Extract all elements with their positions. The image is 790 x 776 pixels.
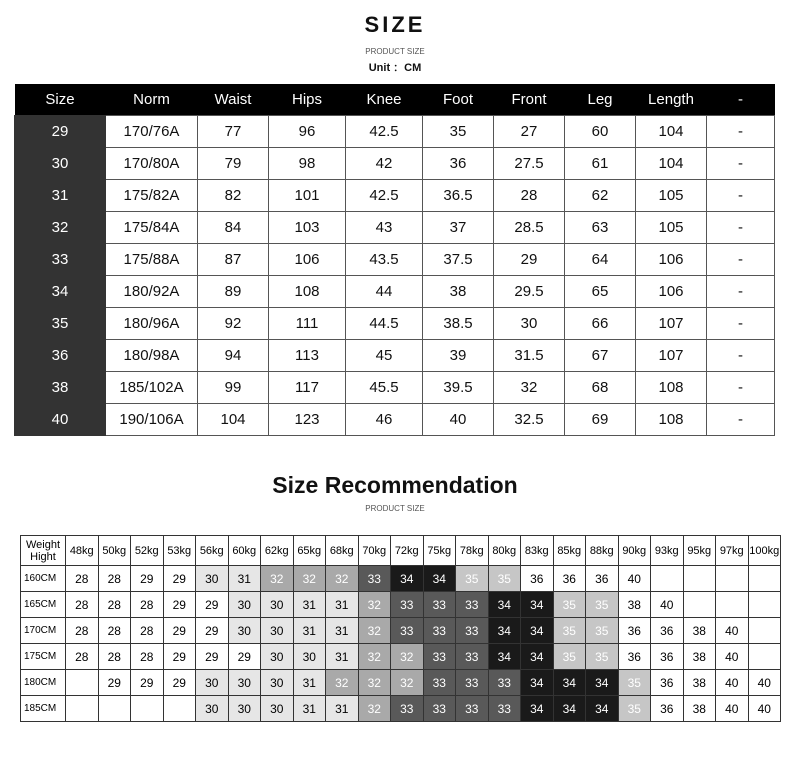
recommended-size-cell: 32 [358,618,391,644]
recommended-size-cell: 35 [618,696,651,722]
size-header-cell: Length [636,84,707,116]
recommended-size-cell: 33 [423,696,456,722]
recommended-size-cell: 34 [488,644,521,670]
recommended-size-cell: 28 [131,618,164,644]
recommended-size-cell [716,566,749,592]
recommended-size-cell: 30 [261,644,294,670]
weight-header-cell: 85kg [553,536,586,566]
size-value-cell: 180/96A [106,308,198,340]
recommended-size-cell: 32 [391,670,424,696]
size-value-cell: 175/88A [106,244,198,276]
recommended-size-cell: 28 [131,644,164,670]
recommended-size-cell: 33 [391,618,424,644]
weight-header-cell: 100kg [748,536,781,566]
recommended-size-cell: 36 [553,566,586,592]
height-label-cell: 170CM [21,618,66,644]
size-value-cell: 36.5 [423,180,494,212]
size-value-cell: 84 [198,212,269,244]
recommended-size-cell: 40 [716,696,749,722]
size-value-cell: 44 [346,276,423,308]
size-value-cell: 42 [346,148,423,180]
size-value-cell: 170/80A [106,148,198,180]
recommended-size-cell: 36 [651,696,684,722]
recommended-size-cell: 32 [326,670,359,696]
weight-header-cell: 80kg [488,536,521,566]
size-value-cell: 123 [269,404,346,436]
size-value-cell: 77 [198,116,269,148]
weight-header-cell: 88kg [586,536,619,566]
height-label-cell: 185CM [21,696,66,722]
size-table-row [15,340,775,372]
weight-header-cell: 53kg [163,536,196,566]
recommended-size-cell: 28 [66,644,99,670]
recommended-size-cell: 33 [423,592,456,618]
size-value-cell: 111 [269,308,346,340]
size-table-row [15,308,775,340]
recommended-size-cell: 28 [66,618,99,644]
recommended-size-cell: 29 [98,670,131,696]
size-value-cell: 87 [198,244,269,276]
size-value-cell: 29.5 [494,276,565,308]
recommended-size-cell: 30 [261,592,294,618]
recommended-size-cell: 29 [228,644,261,670]
size-value-cell: 106 [636,244,707,276]
recommended-size-cell [98,696,131,722]
height-label-cell: 165CM [21,592,66,618]
size-value-cell: 170/76A [106,116,198,148]
recommended-size-cell: 34 [553,696,586,722]
recommended-size-cell: 29 [163,566,196,592]
recommended-size-cell: 29 [131,566,164,592]
recommended-size-cell: 32 [391,644,424,670]
recommended-size-cell: 34 [521,644,554,670]
size-value-cell: 103 [269,212,346,244]
size-table-header [15,84,775,116]
recommendation-table-header [21,536,781,566]
recommended-size-cell: 34 [586,696,619,722]
size-header-cell: Size [15,84,106,116]
recommended-size-cell: 30 [228,696,261,722]
recommended-size-cell: 33 [423,644,456,670]
size-value-cell: 62 [565,180,636,212]
height-label-cell: 180CM [21,670,66,696]
weight-header-cell: 95kg [683,536,716,566]
recommended-size-cell: 32 [326,566,359,592]
size-recommendation-table [20,535,781,722]
weight-header-cell: 83kg [521,536,554,566]
size-value-cell: 60 [565,116,636,148]
size-table-row [15,404,775,436]
recommended-size-cell: 35 [586,644,619,670]
recommended-size-cell: 30 [196,670,229,696]
recommended-size-cell: 38 [683,696,716,722]
size-title: SIZE [364,12,426,37]
size-value-cell: 40 [423,404,494,436]
recommended-size-cell: 28 [66,566,99,592]
size-label-cell: 33 [15,244,106,276]
size-value-cell: 108 [636,372,707,404]
size-header-cell: Hips [269,84,346,116]
size-value-cell: - [707,148,775,180]
size-value-cell: 42.5 [346,116,423,148]
product-size-caption-2: PRODUCT SIZE [365,504,425,513]
recommended-size-cell: 38 [618,592,651,618]
size-value-cell: 175/84A [106,212,198,244]
recommended-size-cell: 32 [358,592,391,618]
recommended-size-cell: 33 [391,696,424,722]
recommended-size-cell [716,592,749,618]
recommended-size-cell: 35 [586,592,619,618]
size-value-cell: 46 [346,404,423,436]
size-value-cell: 64 [565,244,636,276]
size-table-row [15,372,775,404]
recommended-size-cell: 28 [98,644,131,670]
size-value-cell: 106 [636,276,707,308]
size-value-cell: 107 [636,340,707,372]
recommended-size-cell: 34 [586,670,619,696]
weight-header-cell: 78kg [456,536,489,566]
size-value-cell: 96 [269,116,346,148]
recommended-size-cell: 40 [748,670,781,696]
recommended-size-cell: 36 [521,566,554,592]
size-label-cell: 30 [15,148,106,180]
recommended-size-cell [748,592,781,618]
recommended-size-cell: 31 [326,696,359,722]
size-value-cell: 61 [565,148,636,180]
size-value-cell: - [707,372,775,404]
recommended-size-cell: 35 [456,566,489,592]
size-header-cell: Leg [565,84,636,116]
size-value-cell: 66 [565,308,636,340]
recommended-size-cell [683,566,716,592]
weight-header-cell: 62kg [261,536,294,566]
recommended-size-cell: 40 [716,644,749,670]
recommended-size-cell: 34 [391,566,424,592]
recommended-size-cell: 30 [228,618,261,644]
recommended-size-cell: 31 [326,644,359,670]
weight-header-cell: 90kg [618,536,651,566]
size-value-cell: 113 [269,340,346,372]
size-value-cell: 175/82A [106,180,198,212]
recommended-size-cell [748,644,781,670]
recommended-size-cell: 28 [98,592,131,618]
size-header-cell: Waist [198,84,269,116]
recommended-size-cell: 30 [228,670,261,696]
recommendation-row [21,566,781,592]
recommendation-row [21,644,781,670]
recommended-size-cell [66,670,99,696]
recommended-size-cell: 32 [358,670,391,696]
size-label-cell: 29 [15,116,106,148]
size-value-cell: 38 [423,276,494,308]
weight-height-corner [21,536,66,566]
recommended-size-cell: 40 [748,696,781,722]
size-value-cell: 180/98A [106,340,198,372]
recommended-size-cell [163,696,196,722]
size-value-cell: 69 [565,404,636,436]
weight-header-cell: 48kg [66,536,99,566]
size-value-cell: 27.5 [494,148,565,180]
recommended-size-cell: 33 [423,670,456,696]
recommended-size-cell: 29 [163,644,196,670]
size-value-cell: 65 [565,276,636,308]
recommended-size-cell: 33 [456,618,489,644]
recommended-size-cell: 33 [488,696,521,722]
size-value-cell: 104 [636,148,707,180]
size-value-cell: 89 [198,276,269,308]
recommended-size-cell: 38 [683,644,716,670]
recommended-size-cell: 31 [293,618,326,644]
size-value-cell: - [707,340,775,372]
size-table-row [15,148,775,180]
recommended-size-cell: 33 [423,618,456,644]
weight-header-cell: 50kg [98,536,131,566]
recommended-size-cell: 30 [261,618,294,644]
recommended-size-cell [748,618,781,644]
recommended-size-cell: 40 [716,618,749,644]
recommended-size-cell: 34 [553,670,586,696]
weight-header-cell: 93kg [651,536,684,566]
recommended-size-cell: 40 [651,592,684,618]
size-value-cell: 43 [346,212,423,244]
size-value-cell: 38.5 [423,308,494,340]
recommended-size-cell: 30 [196,566,229,592]
size-value-cell: 37 [423,212,494,244]
size-table-row [15,212,775,244]
size-value-cell: 29 [494,244,565,276]
weight-header-cell: 60kg [228,536,261,566]
size-chart-table [14,84,775,436]
recommended-size-cell: 29 [163,592,196,618]
recommended-size-cell: 29 [163,618,196,644]
recommended-size-cell: 36 [618,618,651,644]
size-value-cell: 36 [423,148,494,180]
recommended-size-cell: 35 [618,670,651,696]
height-label-cell: 175CM [21,644,66,670]
recommended-size-cell: 35 [553,644,586,670]
recommended-size-cell: 33 [358,566,391,592]
size-value-cell: 117 [269,372,346,404]
recommendation-row [21,696,781,722]
size-value-cell: 45 [346,340,423,372]
size-value-cell: - [707,116,775,148]
recommended-size-cell: 28 [98,566,131,592]
size-value-cell: 32 [494,372,565,404]
size-value-cell: 190/106A [106,404,198,436]
weight-header-cell: 97kg [716,536,749,566]
size-value-cell: 101 [269,180,346,212]
size-value-cell: - [707,244,775,276]
recommended-size-cell: 28 [98,618,131,644]
recommended-size-cell: 40 [716,670,749,696]
weight-header-cell: 75kg [423,536,456,566]
recommended-size-cell: 33 [456,592,489,618]
size-value-cell: 37.5 [423,244,494,276]
recommended-size-cell: 38 [683,670,716,696]
recommended-size-cell: 31 [293,592,326,618]
recommended-size-cell: 31 [326,618,359,644]
recommended-size-cell: 32 [358,696,391,722]
size-value-cell: 185/102A [106,372,198,404]
size-label-cell: 35 [15,308,106,340]
size-header-cell: - [707,84,775,116]
size-value-cell: - [707,404,775,436]
size-value-cell: 42.5 [346,180,423,212]
recommended-size-cell: 30 [293,644,326,670]
size-value-cell: 28 [494,180,565,212]
recommended-size-cell: 34 [521,592,554,618]
size-value-cell: 43.5 [346,244,423,276]
unit-label: Unit ：CM [368,62,422,74]
recommended-size-cell: 33 [456,670,489,696]
recommended-size-cell: 34 [521,618,554,644]
size-value-cell: 107 [636,308,707,340]
weight-header-cell: 72kg [391,536,424,566]
corner-weight-label: Weight [25,538,61,551]
size-value-cell: 67 [565,340,636,372]
recommended-size-cell: 34 [488,618,521,644]
recommended-size-cell: 31 [293,696,326,722]
size-value-cell: 79 [198,148,269,180]
recommended-size-cell: 33 [456,644,489,670]
recommended-size-cell: 30 [261,670,294,696]
recommended-size-cell: 34 [423,566,456,592]
recommended-size-cell: 30 [261,696,294,722]
recommended-size-cell: 34 [521,696,554,722]
recommended-size-cell: 31 [326,592,359,618]
recommended-size-cell [131,696,164,722]
size-header-cell: Foot [423,84,494,116]
recommended-size-cell: 35 [553,618,586,644]
size-header-cell: Front [494,84,565,116]
weight-header-cell: 52kg [131,536,164,566]
recommended-size-cell: 36 [618,644,651,670]
recommendation-row [21,670,781,696]
recommended-size-cell: 29 [163,670,196,696]
size-value-cell: 105 [636,180,707,212]
height-label-cell: 160CM [21,566,66,592]
recommended-size-cell: 36 [651,618,684,644]
size-value-cell: - [707,212,775,244]
size-value-cell: 104 [636,116,707,148]
size-value-cell: 63 [565,212,636,244]
recommended-size-cell: 29 [131,670,164,696]
recommendation-row [21,592,781,618]
recommended-size-cell: 34 [488,592,521,618]
recommended-size-cell: 36 [586,566,619,592]
size-table-row [15,244,775,276]
size-value-cell: 92 [198,308,269,340]
size-value-cell: 104 [198,404,269,436]
recommendation-row [21,618,781,644]
size-value-cell: - [707,180,775,212]
size-table-row [15,116,775,148]
size-value-cell: 31.5 [494,340,565,372]
size-value-cell: 28.5 [494,212,565,244]
size-label-cell: 32 [15,212,106,244]
recommended-size-cell: 33 [391,592,424,618]
corner-height-label: Hight [30,550,56,563]
recommended-size-cell: 35 [553,592,586,618]
recommended-size-cell: 30 [228,592,261,618]
size-value-cell: 105 [636,212,707,244]
size-value-cell: - [707,276,775,308]
recommended-size-cell: 28 [131,592,164,618]
recommended-size-cell: 29 [196,618,229,644]
recommended-size-cell: 35 [586,618,619,644]
recommended-size-cell: 31 [228,566,261,592]
size-value-cell: - [707,308,775,340]
size-table-row [15,276,775,308]
recommended-size-cell: 36 [651,670,684,696]
recommended-size-cell: 30 [196,696,229,722]
size-value-cell: 106 [269,244,346,276]
size-value-cell: 68 [565,372,636,404]
size-label-cell: 36 [15,340,106,372]
size-label-cell: 31 [15,180,106,212]
size-value-cell: 27 [494,116,565,148]
size-value-cell: 180/92A [106,276,198,308]
recommended-size-cell: 33 [488,670,521,696]
size-value-cell: 39.5 [423,372,494,404]
weight-header-cell: 65kg [293,536,326,566]
size-header-cell: Norm [106,84,198,116]
size-label-cell: 34 [15,276,106,308]
size-value-cell: 108 [269,276,346,308]
recommended-size-cell [748,566,781,592]
recommended-size-cell: 32 [261,566,294,592]
recommended-size-cell [683,592,716,618]
recommendation-title: Size Recommendation [272,472,518,498]
size-label-cell: 38 [15,372,106,404]
size-value-cell: 35 [423,116,494,148]
recommended-size-cell: 34 [521,670,554,696]
recommended-size-cell: 28 [66,592,99,618]
recommended-size-cell [651,566,684,592]
recommended-size-cell [66,696,99,722]
size-value-cell: 94 [198,340,269,372]
size-value-cell: 108 [636,404,707,436]
size-value-cell: 39 [423,340,494,372]
recommended-size-cell: 36 [651,644,684,670]
recommended-size-cell: 33 [456,696,489,722]
recommended-size-cell: 32 [293,566,326,592]
weight-header-cell: 68kg [326,536,359,566]
recommended-size-cell: 40 [618,566,651,592]
product-size-caption: PRODUCT SIZE [365,47,425,56]
size-label-cell: 40 [15,404,106,436]
size-value-cell: 30 [494,308,565,340]
size-table-row [15,180,775,212]
weight-header-cell: 70kg [358,536,391,566]
size-value-cell: 45.5 [346,372,423,404]
size-value-cell: 32.5 [494,404,565,436]
recommended-size-cell: 29 [196,644,229,670]
recommended-size-cell: 31 [293,670,326,696]
recommended-size-cell: 32 [358,644,391,670]
size-value-cell: 98 [269,148,346,180]
size-header-cell: Knee [346,84,423,116]
size-value-cell: 99 [198,372,269,404]
recommended-size-cell: 35 [488,566,521,592]
recommended-size-cell: 38 [683,618,716,644]
size-value-cell: 82 [198,180,269,212]
recommended-size-cell: 29 [196,592,229,618]
size-value-cell: 44.5 [346,308,423,340]
weight-header-cell: 56kg [196,536,229,566]
